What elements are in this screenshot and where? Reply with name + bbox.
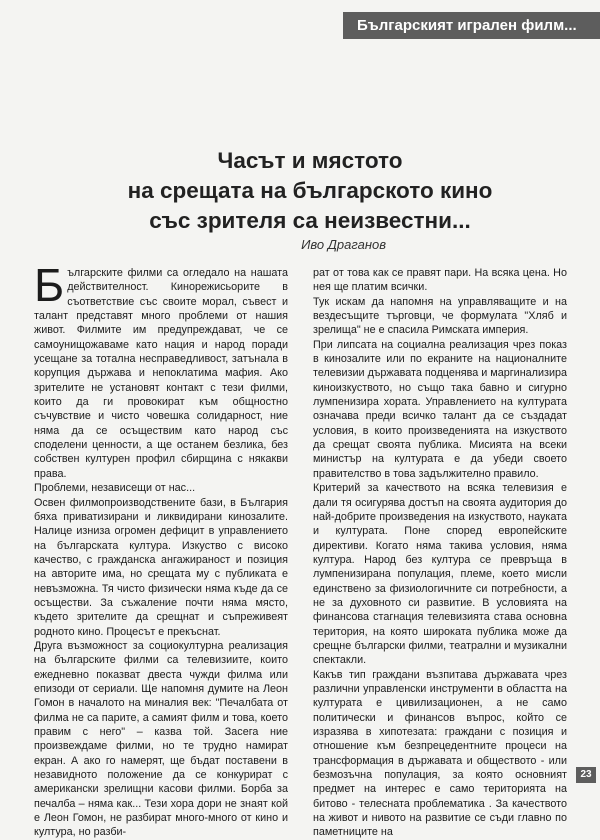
article-title (60, 146, 560, 236)
right-column (313, 266, 567, 840)
author-name: Иво Драганов (301, 237, 386, 252)
section-banner: Българският игрален филм... (343, 12, 600, 39)
paragraph: Критерий за качеството на всяка телевизия е дали тя осигурява достъп на своята аудитория до най-добрите произведения на изкуството, науката и културата. Поне според европейските директиви. Когато няма такива условия, няма култура. Народ без култура се превръща в лумпенизирана популация, племе, което мисли единствено за физиологичните си потребности, а не за духовното си развитие. В условията на финансова стагнация телевизията става основна територия, на която широката публика може да срещне български филми, театрални и музикални спектакли. (313, 482, 567, 667)
drop-cap: Б (34, 259, 65, 311)
paragraph: Освен филмопроизводствените бази, в България бяха приватизирани и ликвидирани кинозалите. Налице изниза огромен дефицит в управлението на българската култура. Изкуство с високо качество, с гражданска ангажираност и позиция на авторите има, но срещата му с публиката е невъзможна. Тя чисто физически няма къде да се осъществи. За съжаление почти няма място, където зрителите да срещнат и съпреживеят родното кино. Процесът е прекъснат. (34, 496, 288, 638)
title-line: на срещата на българското кино (127, 178, 493, 203)
paragraph: рат от това как се правят пари. На всяка цена. Но нея ще платим всички. (313, 267, 567, 294)
title-line: със зрителя са неизвестни... (149, 208, 471, 233)
paragraph: Друга възможност за социокултурна реализация на българските филми са телевизиите, които ежедневно показват двеста чужди филма или епизоди от сериали. Ще напомня думите на Леон Гомон в началото на миналия век: "Печалбата от филма не са парите, а самият филм и това, което правим с него" – казва той. Засега ние произвеждаме филми, но те трудно намират екран. А ако го намерят, ще бъдат поставени в незавидното положение да се конкурират с американски зрелищни касови филми. Борба за печалба – няма как... Тези хора дори не знаят кой е Леон Гомон, не разбират много-много от кино и култура, но разби- (34, 639, 288, 839)
subheading: Проблеми, независещи от нас... (34, 482, 196, 495)
left-column (34, 259, 288, 840)
paragraph: Какъв тип граждани възпитава държавата чрез различни управленски инструменти в областта на културата е цивилизационен, а не само политически и финансов въпрос, който се изразява в хипотезата: граждани с позиция и отношение към безпрецедентните процеси на трансформация в държавата и обществото - или безмозъчна популация, за която основният предмет на интерес е само територията на битово - телесната проблематика . За качеството на живот и нивото на развитие се съди главно по паметниците на (313, 668, 567, 839)
paragraph: При липсата на социална реализация чрез показ в кинозалите или по екраните на националните телевизии държавата подценява и маргинализира киноизкуството, но също така бавно и сигурно лумпенизира хората. Управлението на културата означава преди всичко талант да се създадат условия, в които произведенията на изкуството да срещат своята публика. Мисията на всеки министър на културата е да убеди своето правителство в това задължително правило. (313, 338, 567, 480)
page-number: 23 (576, 767, 596, 783)
paragraph: Тук искам да напомня на управляващите и на вездесъщите търговци, че формулата "Хляб и зрелища" не е спасила Римската империя. (313, 295, 567, 337)
title-line: Часът и мястото (217, 148, 403, 173)
paragraph: ългарските филми са огледало на нашата действителност. Кинорежисьорите в съответствие със своите морал, съвест и талант представят много проблеми от нашия живот. Филмите им предупреждават, че се самоунищожаваме като нация и народ поради усещане за тотална несправедливост, затънала в корупция държава и непоклатима мафия. Ако зрителите не установят контакт с тези филми, които да ги провокират към общностно съчувствие и чисто човешка солидарност, ние няма да се осъществим като народ със споделени ценности, а ще останем безлика, без собствен културен профил сбирщина с някакви права. (34, 267, 288, 480)
